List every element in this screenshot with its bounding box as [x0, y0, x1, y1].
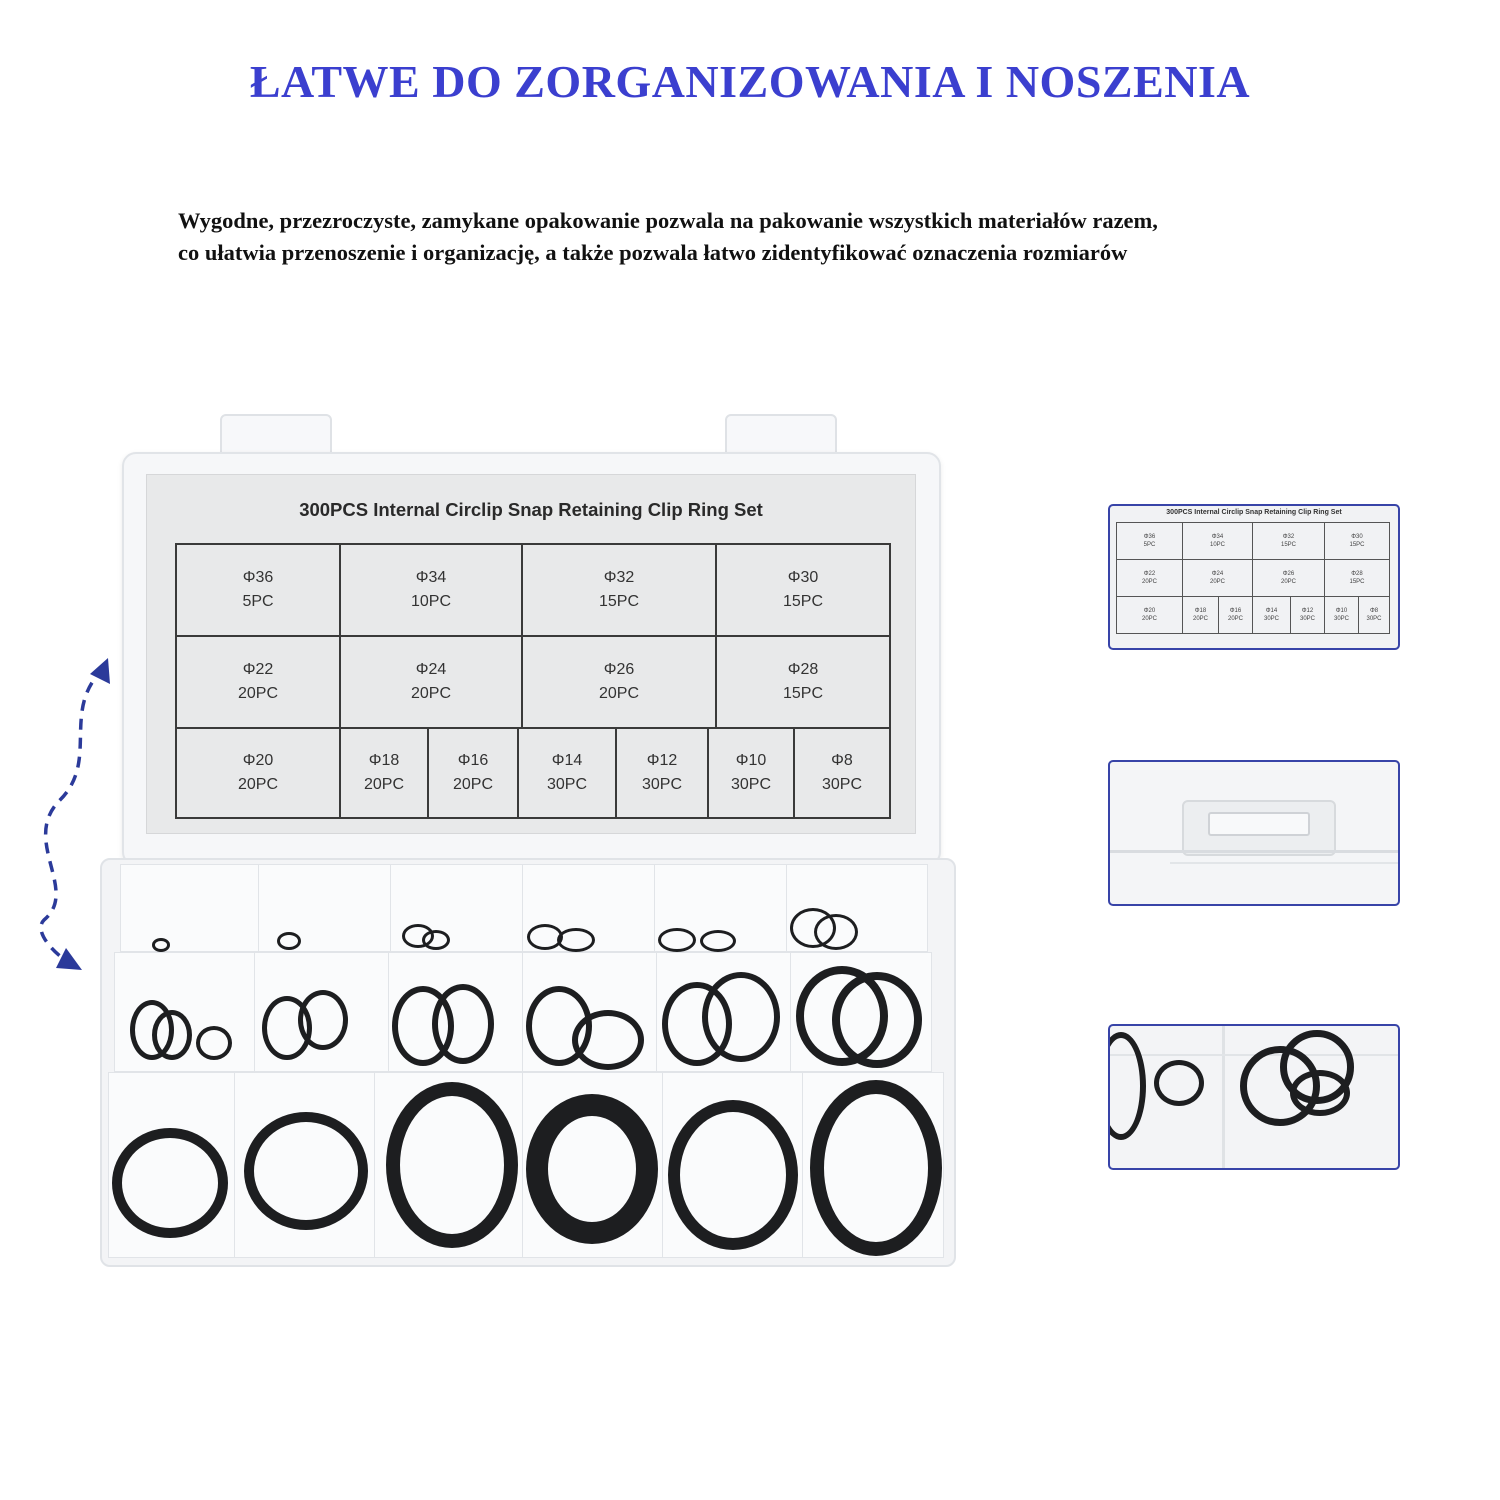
size-cell — [617, 729, 709, 817]
size-cell — [795, 729, 889, 817]
size-row-2 — [177, 637, 889, 729]
circlip — [526, 1094, 658, 1244]
thumbnail-row — [1117, 560, 1389, 597]
qty-label: 15PC — [1280, 542, 1296, 548]
label-card — [146, 474, 916, 834]
thumbnail-cell — [1183, 597, 1219, 633]
circlip — [386, 1082, 518, 1248]
size-label: Φ28 — [1351, 571, 1363, 577]
latch-slot — [1208, 812, 1310, 836]
size-cell — [177, 729, 341, 817]
size-label: Φ10 — [1335, 608, 1348, 614]
qty-label: 15PC — [598, 593, 640, 610]
thumbnail-cell — [1117, 597, 1183, 633]
size-label: Φ32 — [1282, 534, 1295, 540]
lid-edge — [1170, 862, 1398, 864]
thumbnail-cell — [1325, 560, 1389, 596]
circlip — [810, 1080, 942, 1256]
qty-label: 20PC — [1209, 579, 1225, 585]
size-label: Φ34 — [1211, 534, 1224, 540]
qty-label: 10PC — [410, 593, 452, 610]
size-label: Φ30 — [787, 569, 819, 586]
thumbnail-cell — [1117, 523, 1183, 559]
size-cell — [341, 637, 523, 727]
description-line-1: Wygodne, przezroczyste, zamykane opakowanie pozwala na pakowanie wszystkich materiałów razem, — [178, 208, 1158, 233]
label-card-title: 300PCS Internal Circlip Snap Retaining Clip Ring Set — [299, 499, 763, 520]
thumbnail-latch-closeup — [1108, 760, 1400, 906]
thumbnail-cell — [1117, 560, 1183, 596]
qty-label: 20PC — [1141, 616, 1157, 622]
qty-label: 20PC — [237, 776, 279, 793]
qty-label: 20PC — [363, 776, 405, 793]
qty-label: 30PC — [1366, 616, 1382, 622]
thumbnail-row — [1117, 597, 1389, 633]
qty-label: 20PC — [1280, 579, 1296, 585]
thumbnail-cell — [1219, 597, 1253, 633]
circlip — [557, 928, 595, 952]
thumbnail-rings-closeup — [1108, 1024, 1400, 1170]
thumbnail-label-card — [1108, 504, 1400, 650]
qty-label: 30PC — [730, 776, 772, 793]
size-label: Φ36 — [242, 569, 274, 586]
divider — [1222, 1026, 1225, 1168]
circlip — [244, 1112, 368, 1230]
size-label: Φ12 — [646, 752, 678, 769]
thumbnail-row — [1117, 523, 1389, 560]
thumbnail-cell — [1359, 597, 1389, 633]
circlip — [422, 930, 450, 950]
circlip — [152, 1010, 192, 1060]
qty-label: 30PC — [821, 776, 863, 793]
qty-label: 20PC — [1141, 579, 1157, 585]
circlip — [1290, 1070, 1350, 1116]
thumbnail-size-grid — [1116, 522, 1390, 634]
size-label: Φ16 — [1229, 608, 1242, 614]
thumbnail-cell — [1253, 597, 1291, 633]
size-label: Φ26 — [603, 661, 635, 678]
qty-label: 20PC — [598, 685, 640, 702]
size-label: Φ34 — [415, 569, 447, 586]
qty-label: 5PC — [1143, 542, 1156, 548]
size-cell — [523, 637, 717, 727]
size-label: Φ28 — [787, 661, 819, 678]
qty-label: 30PC — [641, 776, 683, 793]
thumbnail-cell — [1253, 523, 1325, 559]
thumbnail-title: 300PCS Internal Circlip Snap Retaining Clip Ring Set — [1166, 509, 1342, 516]
circlip — [702, 972, 780, 1062]
size-cell — [429, 729, 519, 817]
size-cell — [717, 637, 889, 727]
size-label: Φ32 — [603, 569, 635, 586]
size-label: Φ36 — [1143, 534, 1156, 540]
size-label: Φ22 — [1143, 571, 1156, 577]
circlip — [277, 932, 301, 950]
size-label: Φ22 — [242, 661, 274, 678]
qty-label: 15PC — [782, 593, 824, 610]
qty-label: 20PC — [452, 776, 494, 793]
qty-label: 10PC — [1209, 542, 1225, 548]
size-label: Φ26 — [1282, 571, 1295, 577]
size-cell — [177, 545, 341, 635]
size-label: Φ20 — [242, 752, 274, 769]
thumbnail-cell — [1253, 560, 1325, 596]
size-label: Φ8 — [1369, 608, 1379, 614]
size-label: Φ8 — [831, 752, 853, 769]
circlip — [298, 990, 348, 1050]
circlip — [832, 972, 922, 1068]
thumbnail-cell — [1183, 523, 1253, 559]
size-label: Φ24 — [1211, 571, 1224, 577]
headline: ŁATWE DO ZORGANIZOWANIA I NOSZENIA — [249, 56, 1251, 107]
circlip — [700, 930, 736, 952]
circlip — [668, 1100, 798, 1250]
qty-label: 20PC — [1192, 616, 1208, 622]
size-label: Φ30 — [1351, 534, 1363, 540]
qty-label: 20PC — [1227, 616, 1243, 622]
tray — [100, 858, 956, 1267]
circlip — [152, 938, 170, 952]
circlip — [814, 914, 858, 950]
size-label: Φ14 — [551, 752, 583, 769]
circlip — [572, 1010, 644, 1070]
thumbnail-cell — [1325, 523, 1389, 559]
size-cell — [341, 545, 523, 635]
thumbnail-cell — [1183, 560, 1253, 596]
circlip — [432, 984, 494, 1064]
circlip — [1108, 1032, 1146, 1140]
circlip — [112, 1128, 228, 1238]
size-label: Φ12 — [1301, 608, 1314, 614]
size-row-3 — [177, 729, 889, 817]
description — [178, 205, 1448, 269]
circlip — [196, 1026, 232, 1060]
size-grid — [175, 543, 891, 819]
thumbnail-cell — [1325, 597, 1359, 633]
circlip — [658, 928, 696, 952]
size-row-1 — [177, 545, 889, 637]
size-cell — [341, 729, 429, 817]
size-cell — [519, 729, 617, 817]
size-label: Φ16 — [457, 752, 489, 769]
size-label: Φ24 — [415, 661, 447, 678]
qty-label: 20PC — [410, 685, 452, 702]
size-cell — [177, 637, 341, 727]
size-label: Φ18 — [368, 752, 400, 769]
size-cell — [709, 729, 795, 817]
size-cell — [717, 545, 889, 635]
size-label: Φ18 — [1194, 608, 1207, 614]
qty-label: 5PC — [242, 593, 274, 610]
thumbnail-cell — [1291, 597, 1325, 633]
description-line-2: co ułatwia przenoszenie i organizację, a także pozwala łatwo zidentyfikować oznaczenia rozmiarów — [178, 240, 1128, 265]
size-cell — [523, 545, 717, 635]
size-label: Φ20 — [1143, 608, 1156, 614]
size-label: Φ10 — [735, 752, 767, 769]
lid-edge — [1110, 850, 1398, 853]
qty-label: 15PC — [1349, 542, 1365, 548]
qty-label: 30PC — [1333, 616, 1349, 622]
circlip — [1154, 1060, 1204, 1106]
qty-label: 20PC — [237, 685, 279, 702]
qty-label: 30PC — [1299, 616, 1315, 622]
qty-label: 30PC — [546, 776, 588, 793]
size-label: Φ14 — [1265, 608, 1278, 614]
qty-label: 15PC — [1349, 579, 1365, 585]
qty-label: 15PC — [782, 685, 824, 702]
compartment — [120, 864, 260, 952]
qty-label: 30PC — [1263, 616, 1279, 622]
